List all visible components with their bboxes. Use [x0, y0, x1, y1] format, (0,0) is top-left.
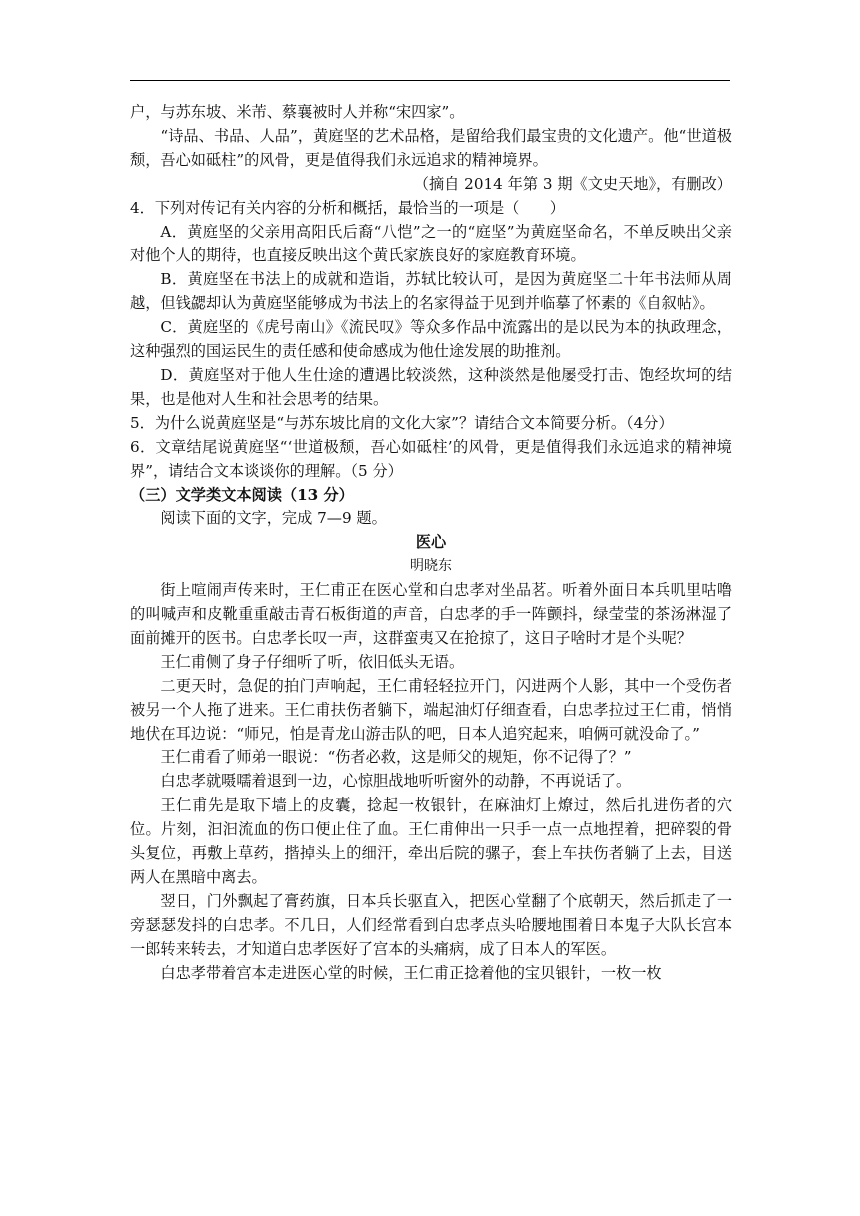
text-line: 户，与苏东坡、米芾、蔡襄被时人并称“宋四家”。: [130, 103, 465, 121]
question-5: 5．为什么说黄庭坚是“与苏东坡比肩的文化大家”？请结合文本简要分析。（4分）: [130, 413, 674, 432]
question-4: 4．下列对传记有关内容的分析和概括，最恰当的一项是（ ）: [130, 198, 565, 217]
option-b: B．黄庭坚在书法上的成就和造诣，苏轼比较认可，是因为黄庭坚二十年书法师从周越，但钱勰却认为黄庭坚能够成为书法上的名家得益于见到并临摹了怀素的《自叙帖》。: [130, 270, 732, 313]
header-rule: [130, 80, 730, 81]
option-d: D．黄庭坚对于他人生仕途的遭遇比较淡然，这种淡然是他屡受打击、饱经坎坷的结果，也是他对人生和社会思考的结果。: [130, 365, 732, 408]
source-citation: （摘自 2014 年第 3 期《文史天地》，有删改）: [413, 174, 732, 193]
section-heading: （三）文学类文本阅读（13 分）: [130, 485, 354, 504]
story-paragraph: 翌日，门外飘起了膏药旗，日本兵长驱直入，把医心堂翻了个底朝天，然后抓走了一旁瑟瑟发抖的白忠孝。不几日，人们经常看到白忠孝点头哈腰地围着日本鬼子大队长宫本一郎转来转去，才知道白忠孝医好了宫本的头痛病，成了日本人的军医。: [130, 891, 732, 958]
instruction: 阅读下面的文字，完成 7—9 题。: [160, 509, 387, 528]
story-author: 明晓东: [410, 558, 452, 575]
story-paragraph: 王仁甫看了师弟一眼说：“伤者必救，这是师父的规矩，你不记得了？”: [160, 748, 632, 767]
story-paragraph: 王仁甫侧了身子仔细听了听，依旧低头无语。: [160, 652, 465, 671]
story-paragraph: 街上喧闹声传来时，王仁甫正在医心堂和白忠孝对坐品茗。听着外面日本兵叽里咕噜的叫喊声和皮靴重重敲击青石板街道的声音，白忠孝的手一阵颤抖，绿莹莹的茶汤淋湿了面前摊开的医书。白忠孝长叹一声，这群蛮夷又在抢掠了，这日子啥时才是个头呢？: [130, 581, 732, 647]
option-a: A．黄庭坚的父亲用高阳氏后裔“八恺”之一的“庭坚”为黄庭坚命名，不单反映出父亲对他个人的期待，也直接反映出这个黄氏家族良好的家庭教育环境。: [130, 222, 732, 265]
question-6: 6．文章结尾说黄庭坚“‘世道极颓，吾心如砥柱’的风骨，更是值得我们永远追求的精神境界”，请结合文本谈谈你的理解。（5 分）: [130, 437, 732, 480]
option-c: C．黄庭坚的《虎号南山》《流民叹》等众多作品中流露出的是以民为本的执政理念，这种强烈的国运民生的责任感和使命感成为他仕途发展的助推剂。: [130, 318, 732, 361]
story-paragraph: 白忠孝就嗫嚅着退到一边，心惊胆战地听听窗外的动静，不再说话了。: [160, 772, 632, 791]
story-paragraph: 二更天时，急促的拍门声响起，王仁甫轻轻拉开门，闪进两个人影，其中一个受伤者被另一个人拖了进来。王仁甫扶伤者躺下，端起油灯仔细查看，白忠孝拉过王仁甫，悄悄地伏在耳边说：“师兄，怕是青龙山游击队的吧，日本人追究起来，咱俩可就没命了。”: [130, 676, 732, 743]
document-page: [130, 101, 732, 986]
story-title: 医心: [415, 533, 447, 552]
story-paragraph: 王仁甫先是取下墙上的皮囊，捻起一枚银针，在麻油灯上燎过，然后扎进伤者的穴位。片刻，汩汩流血的伤口便止住了血。王仁甫伸出一只手一点一点地捏着，把碎裂的骨头复位，再敷上草药，揩掉头上的细汗，牵出后院的骡子，套上车扶伤者躺了上去，目送两人在黑暗中离去。: [130, 796, 732, 886]
paragraph: “诗品、书品、人品”，黄庭坚的艺术品格，是留给我们最宝贵的文化遗产。他“世道极颓，吾心如砥柱”的风骨，更是值得我们永远追求的精神境界。: [130, 126, 732, 169]
story-paragraph: 白忠孝带着宫本走进医心堂的时候，王仁甫正捻着他的宝贝银针，一枚一枚: [160, 963, 662, 982]
